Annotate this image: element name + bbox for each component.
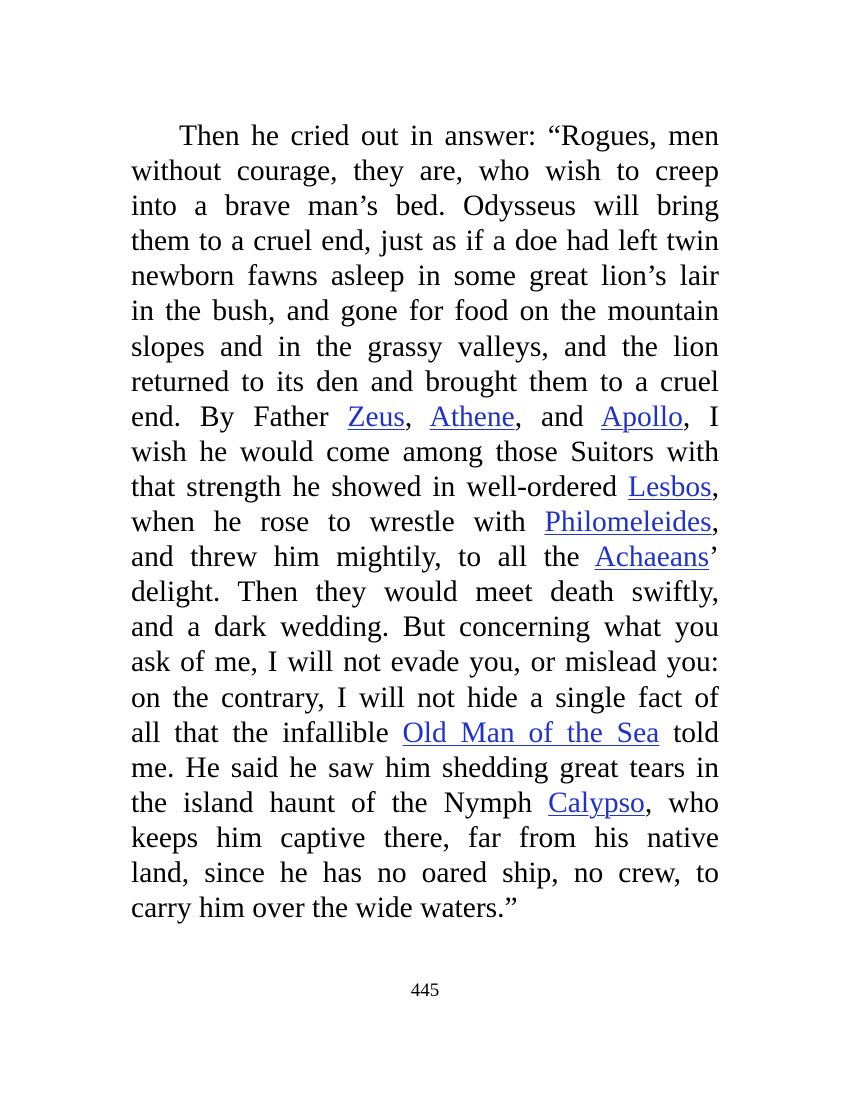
text-run: wish he would come among those Suitors with	[131, 435, 719, 468]
text-line	[131, 610, 719, 645]
link-athene[interactable]: Athene	[429, 400, 515, 433]
text-run: delight. Then they would meet death swiftly,	[131, 576, 719, 609]
text-run: and threw him mightily, to all the	[131, 541, 595, 574]
text-run: that strength he showed in well-ordered	[131, 470, 629, 503]
text-line	[131, 856, 719, 891]
text-run: carry him over the wide waters.”	[131, 892, 518, 925]
text-run: ,	[711, 506, 719, 539]
text-line	[131, 330, 719, 365]
text-run: on the contrary, I will not hide a single fact of	[131, 681, 719, 714]
text-run: slopes and in the grassy valleys, and the lion	[131, 330, 719, 363]
text-line	[131, 259, 719, 294]
text-run: all that the infallible	[131, 716, 403, 749]
text-line	[131, 821, 719, 856]
text-line	[131, 681, 719, 716]
text-line	[131, 435, 719, 470]
text-line	[131, 189, 719, 224]
text-run: without courage, they are, who wish to creep	[131, 155, 719, 188]
body-paragraph	[131, 119, 719, 926]
text-run: the island haunt of the Nymph	[131, 786, 549, 819]
text-run: returned to its den and brought them to a cruel	[131, 365, 719, 398]
text-line	[131, 365, 719, 400]
link-calypso[interactable]: Calypso	[548, 786, 645, 819]
text-run: end. By Father	[131, 400, 348, 433]
text-run: , I	[682, 400, 719, 433]
text-line	[131, 154, 719, 189]
text-run: them to a cruel end, just as if a doe had left twin	[131, 225, 719, 258]
text-line	[131, 224, 719, 259]
text-line	[131, 294, 719, 329]
text-line	[131, 645, 719, 680]
text-run: , who	[644, 786, 719, 819]
text-line	[131, 891, 719, 926]
text-run: in the bush, and gone for food on the mountain	[131, 295, 719, 328]
text-run: Then he cried out in answer: “Rogues, men	[179, 120, 719, 152]
text-run: land, since he has no oared ship, no crew, to	[131, 856, 719, 889]
link-philomeleides[interactable]: Philomeleides	[544, 506, 712, 539]
text-line	[131, 786, 719, 821]
text-run: , and	[514, 400, 601, 433]
text-run: newborn fawns asleep in some great lion’s lair	[131, 260, 719, 293]
text-run: into a brave man’s bed. Odysseus will bring	[131, 190, 719, 223]
text-line	[131, 575, 719, 610]
text-run: ’	[709, 541, 719, 574]
text-line	[131, 505, 719, 540]
text-run: ask of me, I will not evade you, or mislead you:	[131, 646, 719, 679]
page-number: 445	[410, 980, 440, 1001]
text-line	[131, 716, 719, 751]
link-old-man-of-the-sea[interactable]: Old Man of the Sea	[402, 716, 660, 749]
link-lesbos[interactable]: Lesbos	[628, 470, 712, 503]
link-achaeans[interactable]: Achaeans	[594, 541, 710, 574]
text-run: and a dark wedding. But concerning what you	[131, 611, 719, 644]
text-run: ,	[404, 400, 430, 433]
link-zeus[interactable]: Zeus	[347, 400, 405, 433]
text-run: ,	[711, 470, 719, 503]
link-apollo[interactable]: Apollo	[600, 400, 683, 433]
text-line	[131, 540, 719, 575]
text-line	[131, 751, 719, 786]
text-line	[131, 400, 719, 435]
text-line	[131, 470, 719, 505]
text-run: keeps him captive there, far from his native	[131, 821, 719, 854]
text-run: when he rose to wrestle with	[131, 506, 545, 539]
text-line	[131, 119, 719, 154]
text-run: told	[659, 716, 719, 749]
text-run: me. He said he saw him shedding great tears in	[131, 751, 719, 784]
